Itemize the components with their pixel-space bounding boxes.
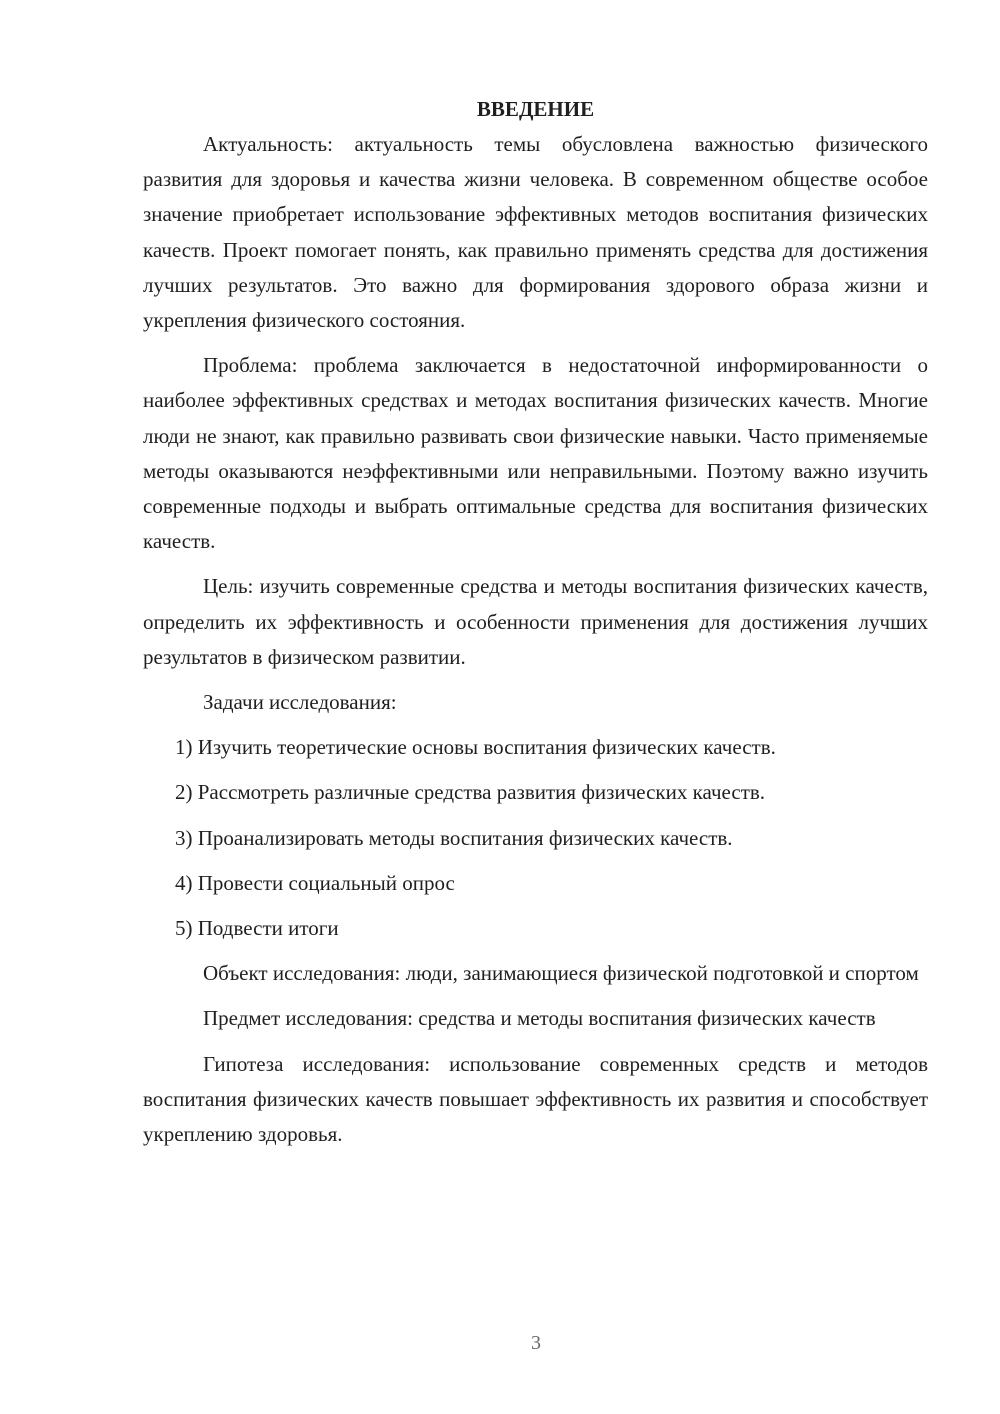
task-item: 5) Подвести итоги xyxy=(175,916,339,941)
paragraph-goal: Цель: изучить современные средства и методы воспитания физических качеств, определить их эффективность и особенности применения для достижения лучших результатов в физическом развитии. xyxy=(143,574,928,669)
task-item: 4) Провести социальный опрос xyxy=(175,870,455,895)
paragraph-problem: Проблема: проблема заключается в недостаточной информированности о наиболее эффективных средствах и методах воспитания физических качеств. Многие люди не знают, как правильно развивать свои физические навыки. Часто применяемые методы оказываются неэффективными или неправильными. Поэтому важно изучить современные подходы и выбрать оптимальные средства для воспитания физических качеств. xyxy=(143,353,928,554)
paragraph-relevance: Актуальность: актуальность темы обусловлена важностью физического развития для здоровья и качества жизни человека. В современном обществе особое значение приобретает использование эффективных методов воспитания физических качеств. Проект помогает понять, как правильно применять средства для достижения лучших результатов. Это важно для формирования здорового образа жизни и укрепления физического состояния. xyxy=(143,132,928,333)
paragraph-subject: Предмет исследования: средства и методы воспитания физических качеств xyxy=(203,1006,876,1031)
document-page xyxy=(143,92,928,1162)
tasks-heading: Задачи исследования: xyxy=(203,690,397,715)
tasks-list xyxy=(143,730,928,946)
task-item: 3) Проанализировать методы воспитания физических качеств. xyxy=(175,825,733,850)
page-number: 3 xyxy=(531,1332,541,1354)
task-item: 1) Изучить теоретические основы воспитания физических качеств. xyxy=(175,735,776,760)
paragraph-hypothesis: Гипотеза исследования: использование современных средств и методов воспитания физических качеств повышает эффективность их развития и способствует укреплению здоровья. xyxy=(143,1051,928,1147)
task-item: 2) Рассмотреть различные средства развития физических качеств. xyxy=(175,780,766,805)
paragraph-object: Объект исследования: люди, занимающиеся физической подготовкой и спортом xyxy=(203,961,919,986)
document-title: ВВЕДЕНИЕ xyxy=(476,97,595,121)
